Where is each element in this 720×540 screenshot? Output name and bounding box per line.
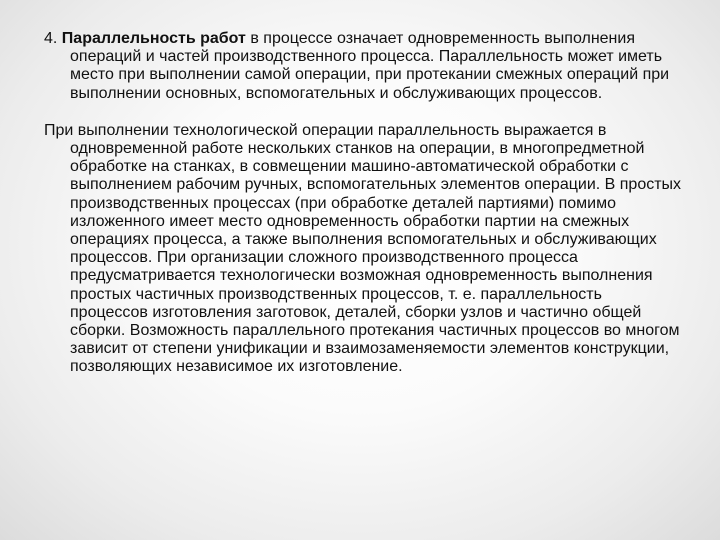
paragraph-body: При выполнении технологической операции параллельность выражается в одновременной работе нескольких станков на операции, в многопредметной обработке на станках, в совмещении машино-автоматической обработки с выполнением рабочим ручных, вспомогательных элементов операции. В простых производственных процессах (при обработке деталей партиями) помимо изложенного имеет место одновременность обработки партии на смежных операциях процесса, а также выполнения вспомогательных и обслуживающих процессов. При организации сложного производственного процесса предусматривается технологически возможная одновременность выполнения простых частичных производственных процессов, т. е. параллельность процессов изготовления заготовок, деталей, сборки узлов и частично общей сборки. Возможность параллельного протекания частичных процессов во многом зависит от степени унификации и взаимозаменяемости элементов конструкции, позволяющих независимое их изготовление.	[44, 121, 682, 376]
paragraph-parallelism-definition	[44, 30, 684, 103]
paragraph-parallelism-examples	[44, 122, 684, 377]
slide-content	[44, 30, 684, 377]
paragraph-body: в процессе означает одновременность выполнения операций и частей производственного процесса. Параллельность может иметь место при выполнении самой операции, при протекании смежных операций при выполнении основных, вспомогательных и обслуживающих процессов.	[70, 30, 670, 102]
paragraph-number: 4.	[44, 30, 58, 47]
term-heading: Параллельность работ	[61, 30, 246, 47]
